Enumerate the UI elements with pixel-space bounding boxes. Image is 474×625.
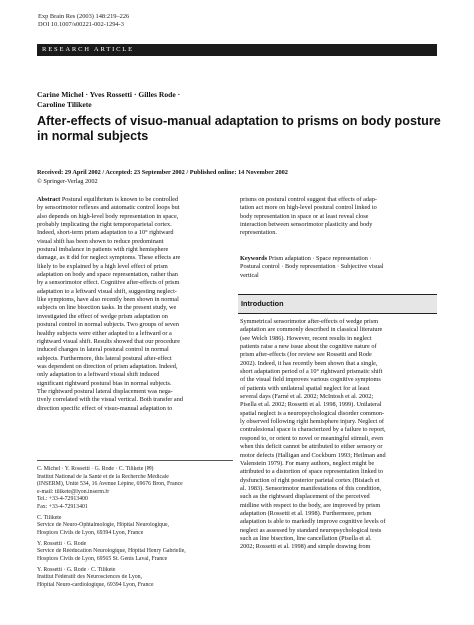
footnote-divider [37, 460, 233, 461]
affiliation-group [37, 567, 233, 590]
intro-line: adaptation is able to markedly improve cognitive levels of [240, 518, 386, 526]
affiliation-line: C. Michel · Y. Rossetti · G. Rode · C. Tilikete (✉) [37, 466, 154, 472]
abstract-line: postural imbalance in patients with right hemisphere [37, 246, 169, 254]
abstract-line: adaptation on body and space representation, rather than [37, 271, 178, 279]
abstract-line: direction specific effect of visuo-manual adaptation to [37, 404, 173, 412]
intro-line: several days (Farné et al. 2002; McIntosh et al. 2002; [240, 393, 374, 401]
intro-line: Symmetrical sensorimotor after-effects of wedge prism [240, 318, 379, 325]
intro-line: prism after-effects (for review see Rossetti and Rode [240, 351, 372, 359]
abstract-line: tively correlated with the visual vertical. Both transfer and [37, 396, 183, 404]
journal-header [38, 13, 129, 29]
affiliation-line: Hospices Civils de Lyon, 69565 St. Genis Laval, France [37, 555, 168, 562]
introduction-body [240, 318, 436, 552]
section-banner-label: RESEARCH ARTICLE [42, 45, 134, 53]
intro-line: Pisella et al. 2002; Rossetti et al. 1998, 1999). Unilateral [240, 401, 382, 409]
introduction-heading: Introduction [241, 299, 284, 308]
intro-line: ly observed following right hemisphere injury. Neglect of [240, 418, 385, 426]
received-dates: Received: 29 April 2002 / Accepted: 23 September 2002 / Published online: 14 November 2002 [37, 169, 288, 176]
affiliation-line: Y. Rossetti · G. Rode · C. Tilikete [37, 566, 116, 573]
intro-line: adaptation (Rossetti et al. 1998). Furthermore, prism [240, 509, 372, 517]
abstract-label: Abstract [37, 196, 61, 203]
abstract-line: prisms on postural control suggest that effects of adap- [240, 196, 378, 203]
title-line-2: in normal subjects [37, 129, 149, 143]
abstract-line: likely to be explained by a high level effect of prism [37, 262, 168, 270]
keywords-line: vertical [240, 271, 259, 279]
affiliation-line: Y. Rossetti · G. Rode [37, 540, 87, 547]
intro-line: Valenstein 1979). For many authors, neglect might be [240, 459, 375, 467]
abstract [37, 196, 233, 413]
abstract-line: also depends on high-level body representation in space, [37, 212, 179, 220]
abstract-line: Abstract Postural equilibrium is known to be controlled [37, 196, 179, 203]
abstract-line: subjects. Furthermore, this lateral postural after-effect [37, 354, 172, 362]
abstract-line: subjects on line bisection tasks. In the present study, we [37, 304, 177, 312]
abstract-line: significant rightward postural bias in normal subjects. [37, 379, 172, 387]
intro-line: of patients with unilateral spatial neglect for at least [240, 384, 370, 392]
affiliation-line: Institut National de la Santé et de la Recherche Médicale [37, 473, 169, 480]
affiliation-line: e-mail: tilikete@lyon.inserm.fr [37, 488, 110, 495]
affiliation-line: Tel.: +33-4-72913400 [37, 496, 88, 502]
abstract-line: The rightward postural lateral displacement was nega- [37, 387, 173, 395]
abstract-line: representation. [240, 229, 277, 237]
intro-line: spatial neglect is a neuropsychological disorder common- [240, 409, 385, 417]
intro-line: attributed to a distortion of space representation linked to [240, 468, 384, 476]
author-list [37, 90, 180, 110]
abstract-line: like symptoms, have also recently been shown in normal [37, 296, 179, 304]
affiliations [37, 466, 233, 593]
intro-line: dysfunction of right posterior parietal cortex (Bisiach et [240, 476, 380, 484]
abstract-line: only adaptation to a leftward visual shift induced [37, 371, 160, 379]
affiliation-line: Hospices Civils de Lyon, 69394 Lyon, France [37, 529, 144, 536]
affiliation-line: Institut Fédératif des Neurosciences de Lyon, [37, 574, 142, 580]
abstract-line: body representation in space or at least reveal close [240, 212, 369, 220]
keywords-label: Keywords [240, 255, 268, 262]
affiliation-group [37, 515, 233, 538]
title-line-1: After-effects of visuo-manual adaptation to prisms on body posture [37, 114, 441, 128]
authors-line-1: Carine Michel · Yves Rossetti · Gilles Rode · [37, 90, 181, 99]
abstract-line: visual shift has been shown to reduce predominant [37, 237, 164, 245]
section-banner [37, 44, 437, 56]
publication-history [37, 169, 288, 186]
affiliation-group [37, 466, 233, 511]
intro-line: respond to, or orient to novel or meaningful stimuli, even [240, 434, 384, 442]
affiliation-line: C. Tilikete [37, 514, 62, 521]
abstract-line: investigated the effect of wedge prism adaptation on [37, 312, 168, 320]
intro-line: motor defects (Halligan and Cockburn 1993; Heilman and [240, 451, 386, 459]
intro-line: midline with respect to the body, are improved by prism [240, 501, 381, 509]
keywords-line: Postural control · Body representation · Subjective visual [240, 263, 384, 271]
keywords-line: Keywords Prism adaptation · Space representation · [240, 255, 372, 262]
intro-line: short adaptation period of a 10° rightward prismatic shift [240, 368, 383, 376]
authors-line-2: Caroline Tilikete [37, 100, 92, 109]
intro-line: when this deficit cannot be attributed to either sensory or [240, 443, 383, 451]
intro-line: (see Welch 1986). However, recent results in neglect [240, 334, 372, 342]
abstract-line: tation act more on high-level postural control linked to [240, 204, 377, 212]
abstract-line: adaptation to a leftward visual shift, suggesting neglect- [37, 287, 177, 295]
affiliation-line: Service de Rééducation Neurologique, Hôpital Henry Gabrielle, [37, 548, 186, 554]
intro-line: 2002; Rossetti et al. 1998) and simple drawing from [240, 543, 371, 551]
intro-line: such as the rightward displacement of the perceived [240, 493, 370, 501]
intro-line: adaptation are commonly described in classical literature [240, 326, 383, 334]
copyright-line: © Springer-Verlag 2002 [37, 177, 98, 185]
abstract-line: probably implicating the right temporoparietal cortex. [37, 221, 172, 229]
abstract-line: was dependent on direction of prism adaptation. Indeed, [37, 362, 178, 370]
section-heading-introduction [238, 294, 437, 314]
abstract-line: postural control in normal subjects. Two groups of seven [37, 321, 179, 329]
intro-line: of the visual field improves various cognitive symptoms [240, 376, 381, 384]
abstract-continuation [240, 196, 436, 238]
affiliation-line: Service de Neuro-Ophtalmologie, Hôpital Neurologique, [37, 522, 170, 528]
intro-line: 2002). Indeed, it has recently been shown that a single, [240, 359, 378, 367]
journal-doi: DOI 10.1007/s00221-002-1294-3 [38, 21, 124, 28]
abstract-line: interaction between sensorimotor plasticity and body [240, 221, 373, 229]
abstract-line: damage, as it did for neglect symptoms. These effects are [37, 254, 181, 262]
intro-line: patients raise a new issue about the cognitive nature of [240, 343, 377, 351]
abstract-line: healthy subjects were either adapted to a leftward or a [37, 329, 172, 337]
article-title [37, 114, 441, 144]
affiliation-line: Fax: +33-4-72913401 [37, 503, 88, 510]
abstract-line: by sensorimotor reflexes and automatic control loops but [37, 204, 180, 212]
keywords [240, 255, 436, 280]
intro-line: contralesional space is characterized by a failure to report, [240, 426, 386, 434]
abstract-line: induced changes in lateral postural control in normal [37, 346, 169, 354]
intro-line: such as line bisection, line cancellation (Pisella et al. [240, 534, 372, 542]
abstract-line: rightward visual shift. Results showed that our procedure [37, 337, 181, 345]
journal-citation: Exp Brain Res (2003) 148:219–226 [38, 13, 130, 20]
intro-line: al. 1983). Sensorimotor manifestations of this condition, [240, 484, 382, 492]
affiliation-group [37, 541, 233, 564]
affiliation-line: Hôpital Neuro-cardiologique, 69394 Lyon, France [37, 581, 154, 588]
intro-line: neglect as assessed by standard neuropsychological tests [240, 526, 382, 534]
abstract-line: Indeed, short-term prism adaptation to a 10° rightward [37, 229, 174, 237]
affiliation-line: (INSERM), Unité 534, 16 Avenue Lépine, 69676 Bron, France [37, 481, 183, 487]
abstract-line: by a sensorimotor effect. Cognitive after-effects of prism [37, 279, 180, 287]
